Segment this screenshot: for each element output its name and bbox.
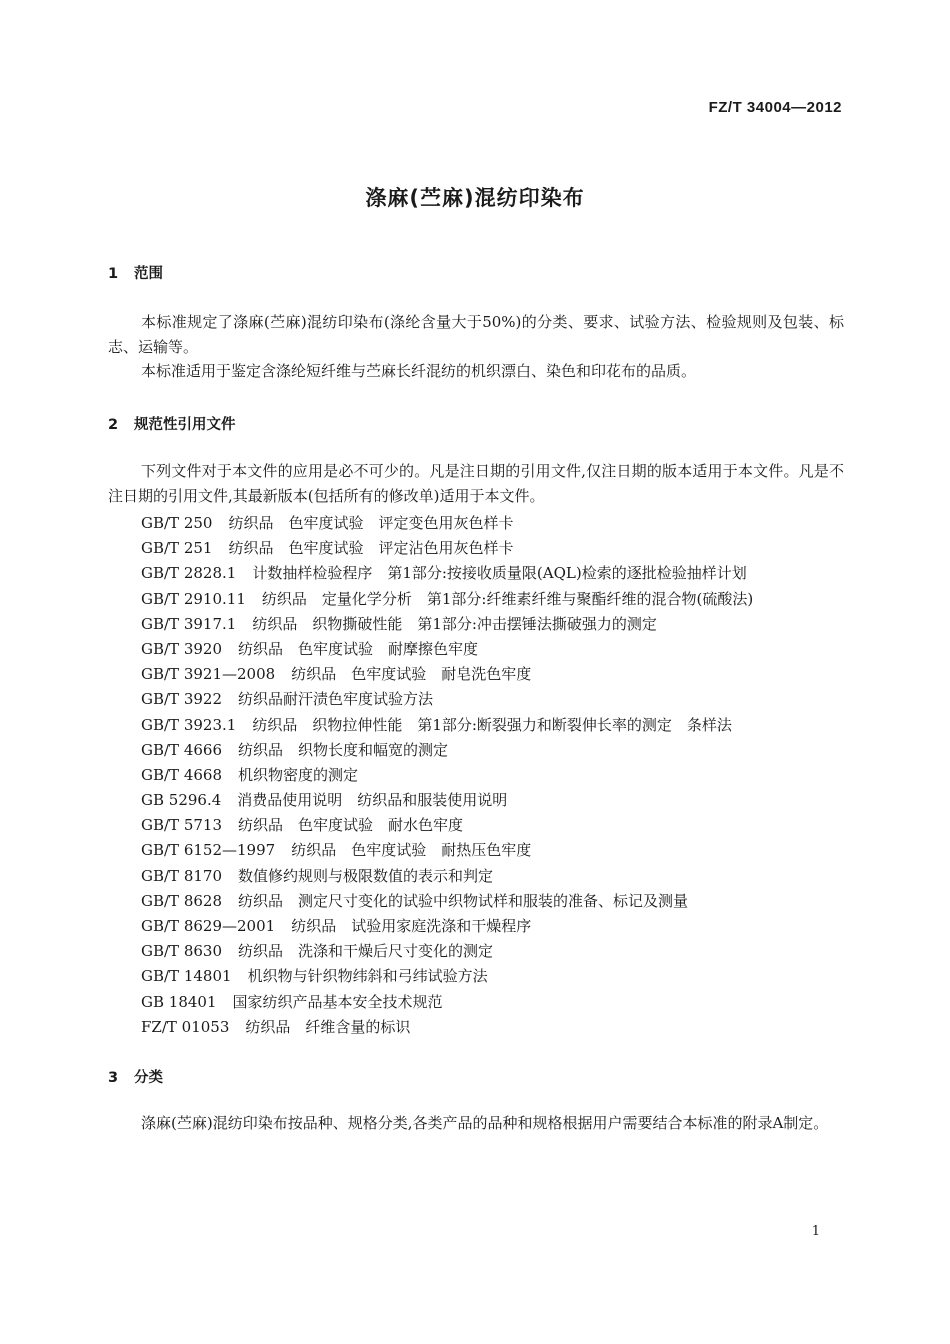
reference-title: 纺织品 织物撕破性能 第1部分:冲击摆锤法撕破强力的测定 <box>252 614 657 633</box>
reference-code: GB/T 3921—2008 <box>141 665 276 684</box>
reference-code: GB/T 8170 <box>141 866 223 885</box>
section-title: 分类 <box>134 1070 163 1086</box>
reference-title: 纺织品 色牢度试验 评定变色用灰色样卡 <box>228 514 514 532</box>
reference-item <box>141 889 851 914</box>
scope-paragraph-1: 本标准规定了涤麻(苎麻)混纺印染布(涤纶含量大于50%)的分类、要求、试验方法、检验规则及包装、标志、运输等。 <box>108 313 844 356</box>
reference-item <box>141 838 851 863</box>
reference-item <box>141 914 851 939</box>
reference-code: GB/T 4666 <box>141 740 223 759</box>
reference-item <box>141 990 851 1015</box>
reference-item <box>141 939 851 964</box>
reference-item <box>141 587 851 612</box>
section-2-heading <box>108 413 236 434</box>
reference-item <box>141 964 851 989</box>
reference-title: 纺织品 试验用家庭洗涤和干燥程序 <box>291 917 532 935</box>
reference-item <box>141 713 851 738</box>
reference-item <box>141 561 851 586</box>
reference-title: 纺织品 纤维含量的标识 <box>245 1017 411 1036</box>
reference-item <box>141 662 851 687</box>
reference-code: GB/T 2910.11 <box>141 589 246 608</box>
reference-title: 纺织品 色牢度试验 评定沾色用灰色样卡 <box>228 539 514 558</box>
reference-title: 纺织品 测定尺寸变化的试验中织物试样和服装的准备、标记及测量 <box>238 891 689 910</box>
reference-code: GB/T 3920 <box>141 639 223 658</box>
reference-code: FZ/T 01053 <box>141 1017 230 1036</box>
reference-title: 国家纺织产品基本安全技术规范 <box>232 992 443 1011</box>
reference-code: GB/T 8629—2001 <box>141 917 276 935</box>
reference-item <box>141 536 851 561</box>
reference-code: GB/T 2828.1 <box>141 564 237 583</box>
page-number: 1 <box>811 1224 820 1239</box>
scope-paragraph-2: 本标准适用于鉴定含涤纶短纤维与苎麻长纤混纺的机织漂白、染色和印花布的品质。 <box>141 362 697 380</box>
section-number: 2 <box>108 417 119 433</box>
reference-item <box>141 738 851 763</box>
reference-code: GB/T 250 <box>141 514 213 532</box>
reference-code: GB/T 8628 <box>141 891 223 910</box>
reference-item <box>141 1015 851 1040</box>
reference-item <box>141 763 851 788</box>
reference-title: 机织物密度的测定 <box>238 765 359 784</box>
reference-title: 纺织品 色牢度试验 耐摩擦色牢度 <box>238 639 479 658</box>
reference-item <box>141 637 851 662</box>
reference-code: GB/T 3922 <box>141 690 223 709</box>
reference-code: GB/T 6152—1997 <box>141 841 276 860</box>
reference-list <box>141 511 851 1040</box>
section-number: 1 <box>108 266 119 282</box>
reference-title: 纺织品 定量化学分析 第1部分:纤维素纤维与聚酯纤维的混合物(硫酸法) <box>261 589 754 608</box>
document-title: 涤麻(苎麻)混纺印染布 <box>365 186 585 210</box>
section-number: 3 <box>108 1070 119 1086</box>
reference-title: 纺织品 织物长度和幅宽的测定 <box>238 740 449 759</box>
section-1-heading <box>108 262 163 283</box>
reference-code: GB/T 4668 <box>141 765 223 784</box>
section-title: 规范性引用文件 <box>134 417 236 433</box>
reference-title: 纺织品 色牢度试验 耐水色牢度 <box>238 816 464 835</box>
reference-title: 数值修约规则与极限数值的表示和判定 <box>238 866 494 885</box>
reference-title: 纺织品 色牢度试验 耐热压色牢度 <box>291 841 532 860</box>
section-3-heading <box>108 1066 163 1087</box>
reference-title: 纺织品耐汗渍色牢度试验方法 <box>238 690 434 709</box>
reference-title: 纺织品 织物拉伸性能 第1部分:断裂强力和断裂伸长率的测定 条样法 <box>252 715 732 734</box>
reference-code: GB/T 8630 <box>141 942 223 961</box>
reference-code: GB/T 3923.1 <box>141 715 237 734</box>
reference-item <box>141 612 851 637</box>
section-title: 范围 <box>134 266 163 282</box>
reference-code: GB/T 251 <box>141 539 213 558</box>
reference-title: 消费品使用说明 纺织品和服装使用说明 <box>237 791 508 810</box>
reference-item <box>141 864 851 889</box>
refs-intro-paragraph: 下列文件对于本文件的应用是必不可少的。凡是注日期的引用文件,仅注日期的版本适用于本文件。凡是不注日期的引用文件,其最新版本(包括所有的修改单)适用于本文件。 <box>108 462 844 505</box>
reference-title: 计数抽样检验程序 第1部分:按接收质量限(AQL)检索的逐批检验抽样计划 <box>252 564 747 583</box>
reference-item <box>141 511 851 536</box>
reference-item <box>141 813 851 838</box>
reference-title: 纺织品 色牢度试验 耐皂洗色牢度 <box>291 665 532 684</box>
reference-code: GB/T 14801 <box>141 967 232 986</box>
reference-title: 纺织品 洗涤和干燥后尺寸变化的测定 <box>238 942 494 961</box>
reference-code: GB/T 3917.1 <box>141 614 237 633</box>
reference-code: GB/T 5713 <box>141 816 223 835</box>
classification-paragraph: 涤麻(苎麻)混纺印染布按品种、规格分类,各类产品的品种和规格根据用户需要结合本标准的附录A制定。 <box>141 1114 829 1132</box>
reference-title: 机织物与针织物纬斜和弓纬试验方法 <box>247 967 488 986</box>
standard-code: FZ/T 34004—2012 <box>708 99 842 116</box>
reference-code: GB 18401 <box>141 992 217 1011</box>
reference-code: GB 5296.4 <box>141 791 222 810</box>
reference-item <box>141 687 851 712</box>
reference-item <box>141 788 851 813</box>
